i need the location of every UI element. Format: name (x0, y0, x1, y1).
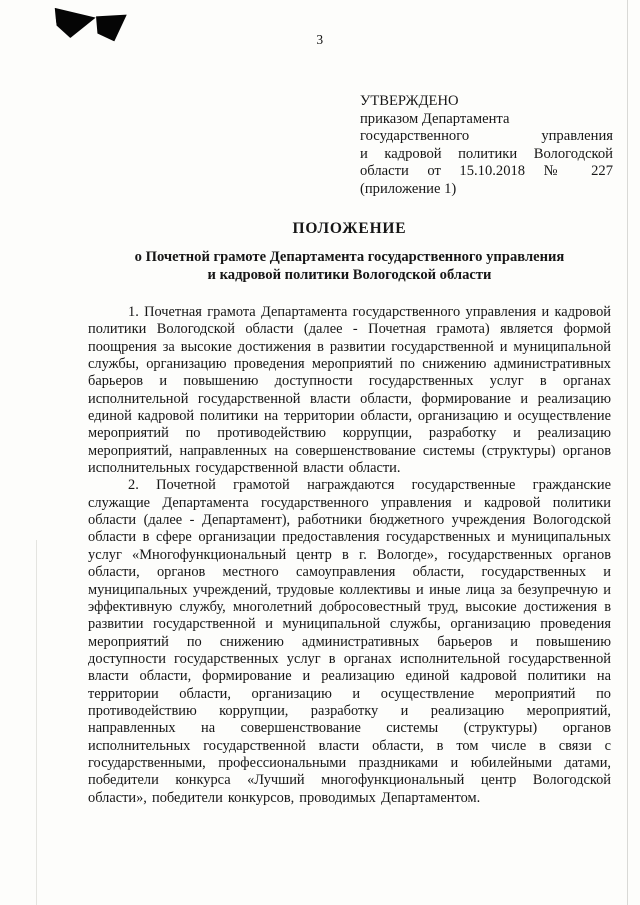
approval-line: и кадровой политики Вологодской (360, 145, 613, 162)
approval-line: области от 15.10.2018 № 227 (360, 163, 613, 180)
document-subtitle-line: и кадровой политики Вологодской области (207, 267, 492, 283)
paragraph-2: 2. Почетной грамотой награждаются государственные гражданские служащие Департамента государственного управления и кадровой политики области (далее - Департамент), работники бюджетного учреждения Вологодской области в сфере организации предоставления государственных и муниципальных услуг «Многофункциональный центр в г. Вологде», государственных органов области, органов местного самоуправления области, государственных и муниципальных учреждений, трудовые коллективы и иные лица за безупречную и эффективную службу, многолетний добросовестный труд, высокие достижения в развитии государственной и муниципальной службы, организацию проведения мероприятий по снижению административных барьеров и повышению доступности государственных услуг в органах исполнительной государственной власти области, формирование и реализацию единой кадровой политики на территории области, организацию и осуществление мероприятий по противодействию коррупции, разработку и реализацию мероприятий, направленных на совершенствование системы (структуры) органов исполнительных государственной власти области, в том числе в связи с государственными, профессиональными праздниками и юбилейными датами, победители конкурса «Лучший многофункциональный центр Вологодской области», победители конкурсов, проводимых Департаментом. (88, 477, 611, 806)
document-subtitle (88, 248, 611, 284)
page-number: 3 (316, 32, 324, 47)
document-body (88, 220, 611, 807)
scan-edge-line-left (36, 540, 37, 905)
document-title: ПОЛОЖЕНИЕ (292, 220, 407, 237)
approval-line: приказом Департамента (360, 110, 510, 127)
approval-stamp-block (360, 93, 613, 199)
document-subtitle-line: о Почетной грамоте Департамента государственного управления (134, 249, 565, 265)
scan-edge-line-right (627, 0, 628, 905)
approval-line: государственного управления (360, 128, 613, 145)
paragraph-1: 1. Почетная грамота Департамента государственного управления и кадровой политики Вологодской области (далее - Почетная грамота) является формой поощрения за высокие достижения в развитии государственной и муниципальной службы, организацию проведения мероприятий по снижению административных барьеров и повышению доступности государственных услуг в органах исполнительной государственной власти области, формирование и реализацию единой кадровой политики на территории области, организацию и осуществление мероприятий по противодействию коррупции, разработку и реализацию мероприятий, направленных на совершенствование системы (структуры) органов исполнительных государственной власти области. (88, 304, 611, 477)
approval-line: (приложение 1) (360, 180, 457, 197)
approval-line: УТВЕРЖДЕНО (360, 93, 459, 109)
